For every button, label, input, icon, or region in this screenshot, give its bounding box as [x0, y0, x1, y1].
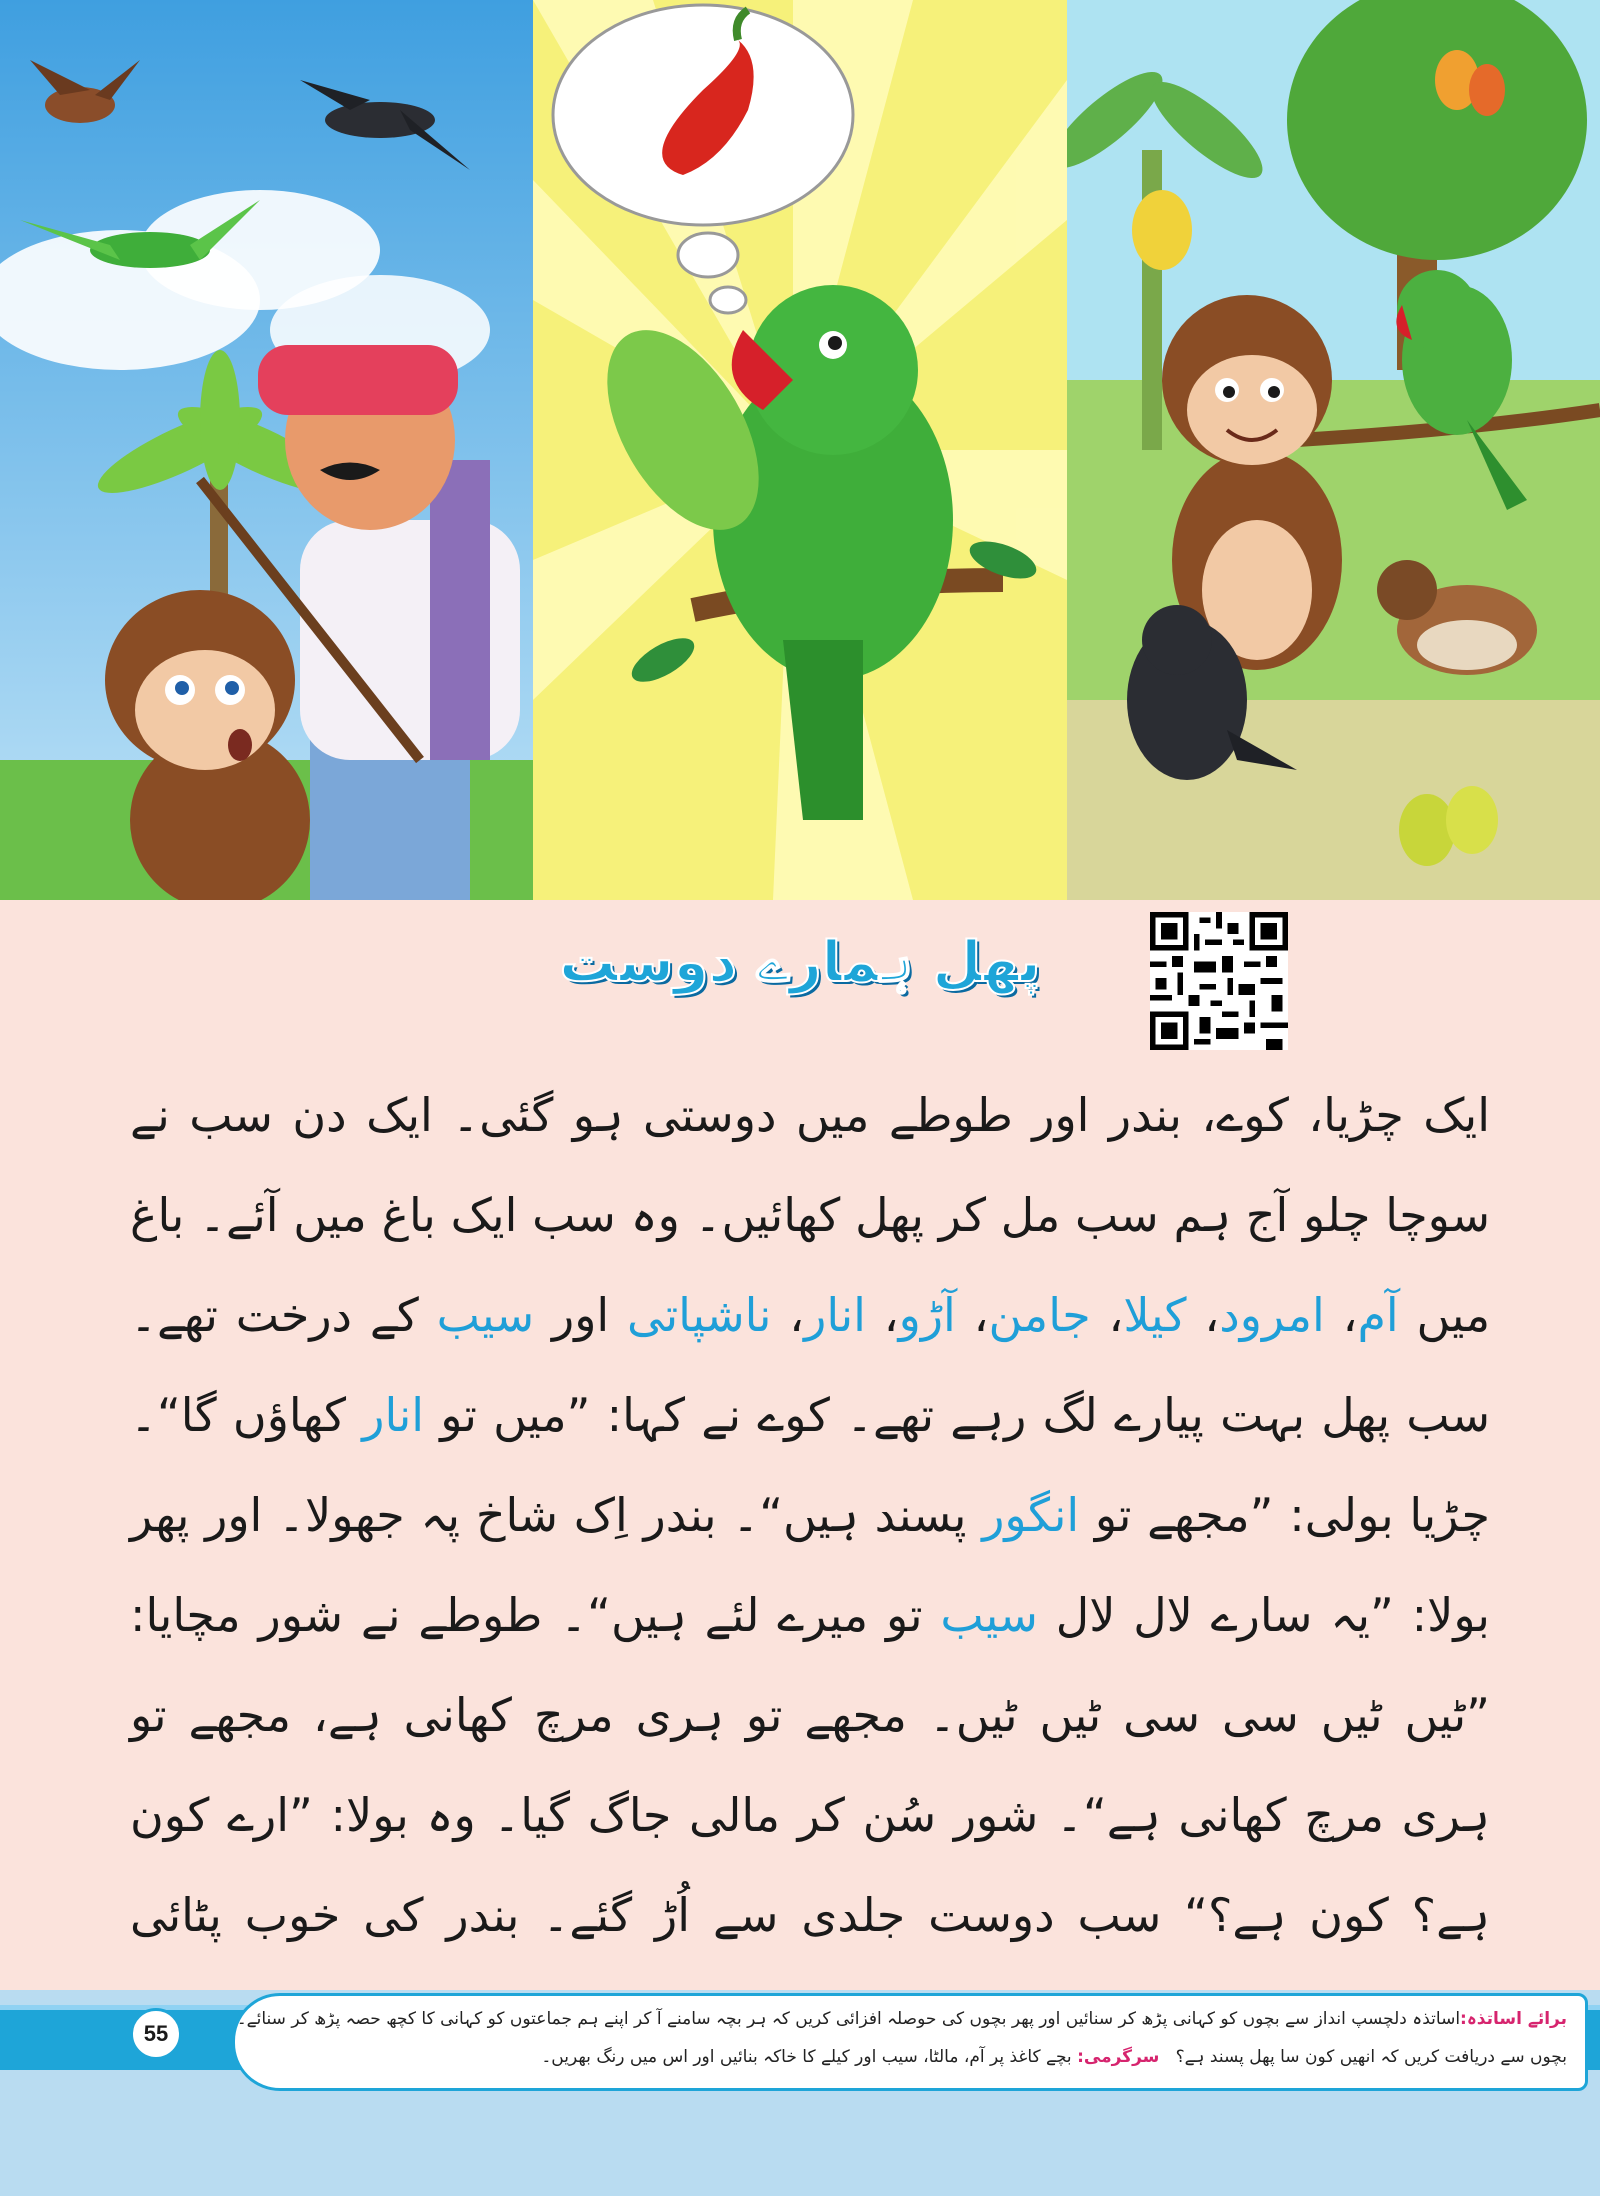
fruit-mango: آم [1357, 1288, 1399, 1342]
story-text-2: کے درخت تھے۔ سب پھل بہت پیارے لگ رہے تھے۔ کوے نے کہا: ”میں تو [130, 1288, 1490, 1442]
qr-code-icon[interactable] [1150, 912, 1288, 1050]
fruit-pomegranate-2: انار [362, 1388, 425, 1442]
fruit-grapes: انگور [982, 1488, 1080, 1542]
page-number: 55 [130, 2008, 182, 2060]
separator-2: ، [1186, 1288, 1220, 1342]
separator-7: اور [534, 1288, 628, 1342]
teacher-note-line-1 [237, 2008, 1567, 2029]
panel-garden-friends [1067, 0, 1600, 900]
fruit-pomegranate: انار [804, 1288, 866, 1342]
story-body [130, 1065, 1490, 1965]
story-text-5: تو میرے لئے ہیں“۔ طوطے نے شور مچایا: ”ٹیں ٹیں سی سی ٹیں ٹیں۔ مجھے تو ہری مرچ کھانی ہے، مجھے تو ہری مرچ کھانی ہے“۔ شور سُن کر مالی جاگ گیا۔ وہ بولا: ”ارے کون ہے؟ کون ہے؟“ سب دوست جلدی سے اُڑ گئے۔ بندر کی خوب پٹائی [130, 1588, 1490, 1942]
separator-3: ، [1090, 1288, 1124, 1342]
story-text-3: کھاؤں گا“۔ چڑیا بولی: ”مجھے تو [130, 1388, 1490, 1542]
parrot-chili-illustration [533, 0, 1067, 900]
activity-text: بچے کاغذ پر آم، مالٹا، سیب اور کیلے کا خاکہ بنائیں اور اس میں رنگ بھریں۔ [541, 2047, 1072, 2067]
garden-friends-illustration [1067, 0, 1600, 900]
teacher-note-line-2 [541, 2046, 1567, 2067]
teachers-text: اساتذہ دلچسپ انداز سے بچوں کو کہانی پڑھ کر سنائیں اور پھر بچوں کی حوصلہ افزائی کریں کہ ہر بچہ سامنے آ کر اپنے ہم جماعتوں کو کہانی کا کچھ حصہ پڑھ کر سنائے۔ [236, 2009, 1461, 2029]
story-title: پھل ہمارے دوست [559, 930, 1041, 995]
illustration-strip [0, 0, 1600, 900]
fruit-apple: سیب [436, 1288, 535, 1342]
story-text-4: پسند ہیں“۔ بندر اِک شاخ پہ جھولا۔ اور پھر بولا: ”یہ سارے لال لال [130, 1488, 1490, 1642]
story-text-1: ایک چڑیا، کوے، بندر اور طوطے میں دوستی ہو گئی۔ ایک دن سب نے سوچا چلو آج ہم سب مل کر پھل کھائیں۔ وہ سب ایک باغ میں آئے۔ باغ میں [130, 1088, 1491, 1342]
fruit-peach: آڑو [898, 1288, 956, 1342]
separator-4: ، [955, 1288, 989, 1342]
fruit-pear: ناشپاتی [627, 1288, 772, 1342]
panel-gardener-monkey [0, 0, 533, 900]
teachers-label: برائے اساتذہ: [1460, 2009, 1567, 2029]
line2-text: بچوں سے دریافت کریں کہ انھیں کون سا پھل پسند ہے؟ [1175, 2047, 1567, 2067]
fruit-guava: امرود [1219, 1288, 1325, 1342]
fruit-banana: کیلا [1123, 1288, 1187, 1342]
fruit-apple-2: سیب [940, 1588, 1038, 1642]
gardener-monkey-illustration [0, 0, 533, 900]
separator-6: ، [771, 1288, 805, 1342]
panel-parrot-chili [533, 0, 1067, 900]
separator-5: ، [865, 1288, 899, 1342]
separator-1: ، [1324, 1288, 1358, 1342]
banana-icon [1132, 190, 1192, 270]
fruit-jamun: جامن [988, 1288, 1091, 1342]
activity-label: سرگرمی: [1077, 2047, 1160, 2067]
teacher-notes-box [232, 1993, 1588, 2091]
